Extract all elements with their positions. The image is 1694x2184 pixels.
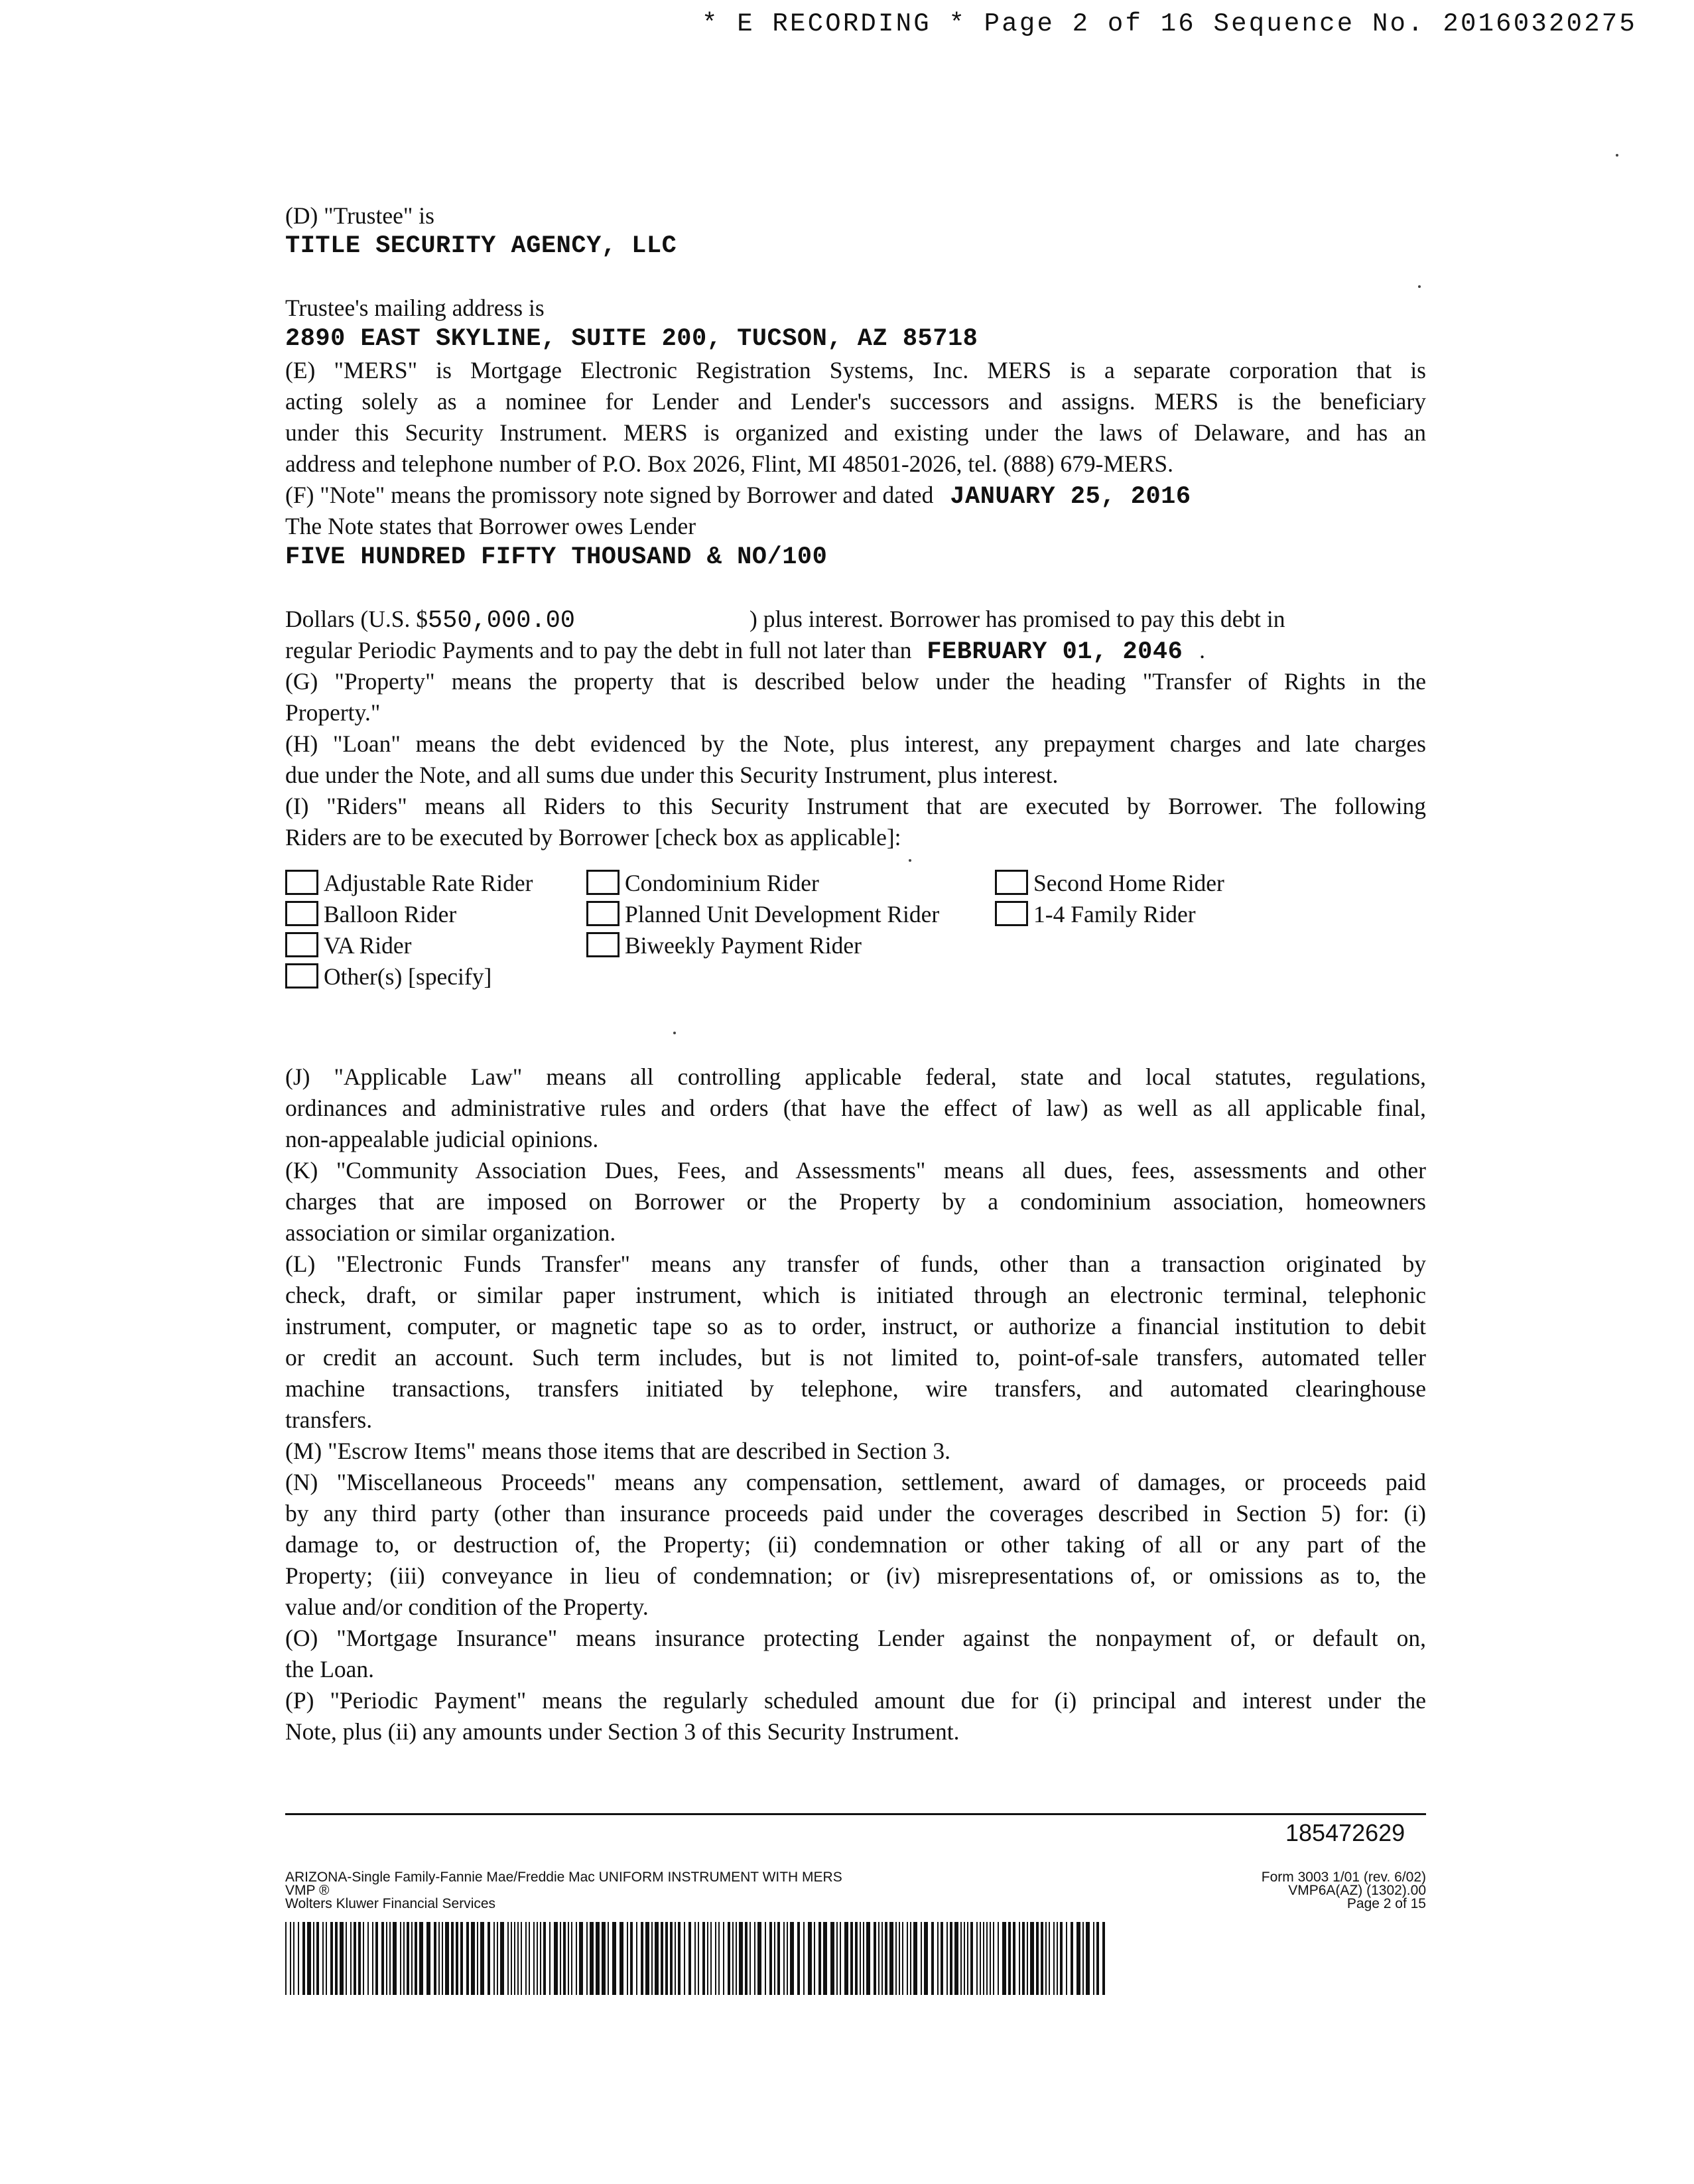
barcode-bar [688,1922,691,1995]
def-eft-6: transfers. [285,1406,373,1433]
checkbox[interactable] [586,870,619,895]
barcode-bar [1102,1922,1105,1995]
scan-speck [1418,285,1421,288]
trustee-mailing-label: Trustee's mailing address is [285,295,545,321]
barcode-bar [765,1922,766,1995]
note-payoff-line [285,635,1205,668]
barcode-bar [878,1922,880,1995]
barcode-bar [480,1922,484,1995]
barcode-bar [442,1922,443,1995]
def-misc-4: Property; (iii) conveyance in lieu of condemnation; or (iv) misrepresentations of, or omissions as to, the [285,1562,1426,1589]
barcode-bar [1066,1922,1067,1995]
barcode-bar [866,1922,870,1995]
checkbox[interactable] [586,932,619,957]
rider-adjustable-rate[interactable] [285,869,533,897]
barcode-bar [426,1922,430,1995]
barcode-bar [885,1922,887,1995]
checkbox[interactable] [285,963,318,989]
barcode-bar [1041,1922,1043,1995]
barcode-bar [946,1922,948,1995]
recording-header: * E RECORDING * Page 2 of 16 Sequence No. 20160320275 [702,9,1638,38]
barcode-bar [976,1922,978,1995]
barcode-bar [619,1922,623,1995]
barcode-bar [1019,1922,1020,1995]
barcode-bar [415,1922,417,1995]
barcode-bar [471,1922,475,1995]
barcode-bar [1030,1922,1034,1995]
barcode-bar [627,1922,628,1995]
barcode-bar [907,1922,908,1995]
barcode-bar [326,1922,327,1995]
barcode-bar [983,1922,984,1995]
def-misc-2: by any third party (other than insurance proceeds paid under the coverages described in Section 5) for: (i) [285,1500,1426,1527]
barcode-bar [1022,1922,1025,1995]
scan-speck [909,859,911,862]
page-number: Page 2 of 15 [1346,1896,1426,1911]
barcode-bar [571,1922,572,1995]
barcode-bar [728,1922,730,1995]
def-riders-1: (I) "Riders" means all Riders to this Security Instrument that are executed by Borrower. The following [285,793,1426,819]
barcode-bar [346,1922,347,1995]
barcode-bar [840,1922,841,1995]
barcode-bar [554,1922,558,1995]
barcode-bar [723,1922,724,1995]
def-eft-3: instrument, computer, or magnetic tape so as to order, instruct, or authorize a financial institution to debit [285,1313,1426,1339]
rider-label: VA Rider [324,932,412,959]
def-misc-5: value and/or condition of the Property. [285,1594,649,1620]
loan-number: 185472629 [1285,1819,1405,1846]
note-date: JANUARY 25, 2016 [950,483,1191,511]
def-eft-4: or credit an account. Such term includes, but is not limited to, point-of-sale transfers, automated teller [285,1344,1426,1371]
barcode-bar [1086,1922,1090,1995]
barcode-bar [950,1922,952,1995]
rider-label: Adjustable Rate Rider [324,870,533,896]
barcode-bar [678,1922,681,1995]
barcode-bar [808,1922,812,1995]
barcode-bar [517,1922,519,1995]
barcode-bar [855,1922,858,1995]
barcode-bar [290,1922,291,1995]
scan-speck [673,1032,676,1034]
note-amount: 550,000.00 [427,607,576,635]
def-property-1: (G) "Property" means the property that is described below under the heading "Transfer of Rights in the [285,668,1426,695]
barcode-bar [608,1922,609,1995]
barcode-bar [477,1922,478,1995]
def-applicable-law-3: non-appealable judicial opinions. [285,1126,599,1152]
note-owes-line: The Note states that Borrower owes Lender [285,513,696,539]
barcode-bar [602,1922,606,1995]
checkbox[interactable] [285,932,318,957]
barcode-bar [754,1922,755,1995]
barcode-bar [466,1922,469,1995]
rider-label: Other(s) [specify] [324,963,492,990]
def-misc-1: (N) "Miscellaneous Proceeds" means any compensation, settlement, award of damages, or proceeds paid [285,1469,1426,1495]
checkbox[interactable] [285,870,318,895]
barcode-bar [874,1922,876,1995]
barcode-bar [1027,1922,1028,1995]
def-loan-2: due under the Note, and all sums due under this Security Instrument, plus interest. [285,762,1059,788]
barcode-bar [732,1922,734,1995]
barcode-bar [665,1922,668,1995]
barcode-bar [1071,1922,1073,1995]
barcode-bar [354,1922,356,1995]
barcode-bar [803,1922,805,1995]
barcode-bar [451,1922,454,1995]
rider-one-four-family[interactable] [995,900,1196,928]
checkbox[interactable] [285,901,318,926]
note-line [285,480,1191,513]
barcode-bar [529,1922,530,1995]
barcode-bar [1082,1922,1084,1995]
barcode-bar [456,1922,458,1995]
barcode-bar [386,1922,387,1995]
def-eft-1: (L) "Electronic Funds Transfer" means any transfer of funds, other than a transaction originated by [285,1251,1426,1277]
barcode-bar [1076,1922,1080,1995]
barcode-bar [790,1922,794,1995]
barcode-bar [777,1922,780,1995]
barcode-bar [322,1922,324,1995]
barcode-bar [586,1922,588,1995]
barcode-bar [913,1922,917,1995]
def-riders-2: Riders are to be executed by Borrower [check box as applicable]: [285,824,901,851]
barcode-bar [836,1922,838,1995]
rider-second-home[interactable] [995,869,1224,897]
barcode-bar [533,1922,535,1995]
trustee-label: (D) "Trustee" is [285,202,434,229]
trustee-address: 2890 EAST SKYLINE, SUITE 200, TUCSON, AZ 85718 [285,325,978,353]
barcode-bar [702,1922,705,1995]
footer-rule [285,1813,1426,1815]
rider-other[interactable] [285,963,491,990]
barcode-bar [493,1922,495,1995]
rider-balloon[interactable] [285,900,456,928]
barcode-bar [285,1922,287,1995]
note-dollars-line [285,604,1426,637]
barcode-bar [335,1922,338,1995]
barcode-bar [497,1922,498,1995]
barcode-bar [381,1922,384,1995]
barcode-bar [655,1922,659,1995]
note-amount-words: FIVE HUNDRED FIFTY THOUSAND & NO/100 [285,543,828,571]
barcode-bar [411,1922,413,1995]
barcode-bar [895,1922,897,1995]
barcode-bar [438,1922,440,1995]
barcode-bar [540,1922,541,1995]
def-applicable-law-1: (J) "Applicable Law" means all controlling applicable federal, state and local statutes, regulations, [285,1063,1426,1090]
barcode-bar [960,1922,962,1995]
barcode-bar [313,1922,314,1995]
rider-label: Biweekly Payment Rider [625,932,862,959]
barcode-bar [389,1922,391,1995]
barcode-bar [998,1922,999,1995]
barcode-bar [980,1922,981,1995]
barcode-bar [1093,1922,1094,1995]
barcode-bar [910,1922,911,1995]
publisher: Wolters Kluwer Financial Services [285,1896,496,1911]
barcode-bar [967,1922,968,1995]
rider-biweekly[interactable] [586,931,862,959]
barcode-bar [863,1922,864,1995]
barcode-bar [460,1922,463,1995]
def-mortgage-ins-1: (O) "Mortgage Insurance" means insurance protecting Lender against the nonpayment of, or default on, [285,1625,1426,1651]
barcode-bar [375,1922,378,1995]
barcode-bar [1045,1922,1047,1995]
def-property-2: Property." [285,699,381,726]
rider-va[interactable] [285,931,411,959]
barcode-bar [445,1922,449,1995]
barcode-bar [511,1922,512,1995]
barcode-bar [684,1922,685,1995]
barcode-bar [749,1922,751,1995]
def-community-1: (K) "Community Association Dues, Fees, and Assessments" means all dues, fees, assessments and other [285,1157,1426,1184]
barcode-bar [500,1922,504,1995]
barcode-bar [964,1922,965,1995]
barcode-bar [1096,1922,1099,1995]
barcode-bar [902,1922,903,1995]
barcode-bar [797,1922,800,1995]
barcode-bar [645,1922,649,1995]
barcode-bar [363,1922,364,1995]
checkbox[interactable] [995,870,1028,895]
def-applicable-law-2: ordinances and administrative rules and orders (that have the effect of law) as well as all applicable final, [285,1095,1426,1121]
barcode-bar [293,1922,294,1995]
rider-label: 1-4 Family Rider [1033,901,1196,927]
barcode-bar [783,1922,785,1995]
barcode-bar [1053,1922,1055,1995]
barcode-bar [419,1922,423,1995]
barcode-bar [302,1922,305,1995]
barcode-bar [954,1922,958,1995]
barcode-bar [986,1922,988,1995]
def-loan-1: (H) "Loan" means the debt evidenced by the Note, plus interest, any prepayment charges and late charges [285,730,1426,757]
barcode-bar [576,1922,577,1995]
barcode-bar [661,1922,663,1995]
barcode-bar [1013,1922,1015,1995]
barcode-bar [400,1922,401,1995]
barcode-bar [316,1922,319,1995]
rider-label: Planned Unit Development Rider [625,901,940,927]
barcode-bar [612,1922,616,1995]
checkbox[interactable] [995,901,1028,926]
barcode-bar [818,1922,821,1995]
note-dollars-prefix: Dollars (U.S. $ [285,606,428,632]
def-misc-3: damage to, or destruction of, the Property; (ii) condemnation or other taking of all or any part of the [285,1531,1426,1558]
barcode-bar [774,1922,775,1995]
barcode-bar [1002,1922,1006,1995]
barcode-bar [844,1922,848,1995]
note-payoff-prefix: regular Periodic Payments and to pay the debt in full not later than [285,637,912,663]
mers-line-1: (E) "MERS" is Mortgage Electronic Registration Systems, Inc. MERS is a separate corporation that is [285,357,1426,383]
mers-line-3: under this Security Instrument. MERS is organized and existing under the laws of Delaware, and has an [285,419,1426,446]
def-community-2: charges that are imposed on Borrower or the Property by a condominium association, homeowners [285,1188,1426,1215]
barcode-bar [670,1922,673,1995]
barcode-bar [1036,1922,1039,1995]
def-escrow: (M) "Escrow Items" means those items that are described in Section 3. [285,1438,950,1464]
barcode-bar [537,1922,538,1995]
barcode-bar [1008,1922,1011,1995]
barcode-bar [860,1922,861,1995]
note-payoff-suffix: . [1199,637,1206,663]
barcode-bar [403,1922,405,1995]
barcode-bar [514,1922,515,1995]
barcode-bar [1049,1922,1050,1995]
barcode-bar [521,1922,522,1995]
barcode [285,1922,1108,1995]
rider-label: Second Home Rider [1033,870,1224,896]
barcode-bar [736,1922,737,1995]
barcode-bar [739,1922,743,1995]
barcode-bar [924,1922,928,1995]
mers-line-4: address and telephone number of P.O. Box 2026, Flint, MI 48501-2026, tel. (888) 679-MERS. [285,450,1174,477]
form-number: Form 3003 1/01 (rev. 6/02) [1261,1870,1426,1885]
def-eft-5: machine transactions, transfers initiated by telephone, wire transfers, and automated clearinghouse [285,1375,1426,1402]
barcode-bar [340,1922,344,1995]
barcode-bar [549,1922,551,1995]
barcode-bar [715,1922,716,1995]
barcode-bar [707,1922,708,1995]
barcode-bar [745,1922,748,1995]
barcode-bar [596,1922,600,1995]
vmp-mark: VMP ® [285,1883,330,1898]
barcode-bar [937,1922,939,1995]
barcode-bar [889,1922,893,1995]
barcode-bar [563,1922,566,1995]
barcode-bar [823,1922,827,1995]
barcode-bar [850,1922,853,1995]
form-code: VMP6A(AZ) (1302).00 [1288,1883,1426,1898]
barcode-bar [830,1922,834,1995]
note-dollars-suffix: ) plus interest. Borrower has promised to pay this debt in [749,606,1285,632]
barcode-bar [769,1922,772,1995]
barcode-bar [990,1922,991,1995]
barcode-bar [718,1922,720,1995]
def-periodic-1: (P) "Periodic Payment" means the regularly scheduled amount due for (i) principal and interest under the [285,1687,1426,1714]
barcode-bar [488,1922,490,1995]
def-periodic-2: Note, plus (ii) any amounts under Section 3 of this Security Instrument. [285,1718,960,1745]
barcode-bar [560,1922,561,1995]
rider-pud[interactable] [586,900,939,928]
note-payoff-date: FEBRUARY 01, 2046 [927,638,1183,666]
barcode-bar [993,1922,994,1995]
barcode-bar [298,1922,299,1995]
mers-line-2: acting solely as a nominee for Lender and Lender's successors and assigns. MERS is the beneficiary [285,388,1426,415]
rider-label: Condominium Rider [625,870,819,896]
def-community-3: association or similar organization. [285,1219,616,1246]
barcode-bar [358,1922,361,1995]
barcode-bar [630,1922,633,1995]
barcode-bar [921,1922,922,1995]
barcode-bar [367,1922,369,1995]
barcode-bar [568,1922,569,1995]
barcode-bar [590,1922,594,1995]
barcode-bar [651,1922,653,1995]
barcode-bar [525,1922,527,1995]
def-mortgage-ins-2: the Loan. [285,1656,375,1682]
rider-condominium[interactable] [586,869,819,897]
barcode-bar [307,1922,311,1995]
barcode-bar [787,1922,788,1995]
barcode-bar [641,1922,643,1995]
barcode-bar [372,1922,373,1995]
barcode-bar [350,1922,352,1995]
barcode-bar [881,1922,883,1995]
barcode-bar [757,1922,761,1995]
barcode-bar [899,1922,900,1995]
barcode-bar [710,1922,712,1995]
barcode-bar [434,1922,436,1995]
barcode-bar [698,1922,699,1995]
barcode-bar [507,1922,509,1995]
barcode-bar [675,1922,676,1995]
note-prefix: (F) "Note" means the promissory note signed by Borrower and dated [285,482,934,508]
def-eft-2: check, draft, or similar paper instrument, which is initiated through an electronic terminal, telephonic [285,1282,1426,1308]
barcode-bar [941,1922,943,1995]
barcode-bar [970,1922,973,1995]
barcode-bar [579,1922,583,1995]
barcode-bar [694,1922,696,1995]
barcode-bar [330,1922,333,1995]
scan-speck [1616,154,1618,157]
rider-label: Balloon Rider [324,901,457,927]
barcode-bar [407,1922,409,1995]
trustee-name: TITLE SECURITY AGENCY, LLC [285,232,677,260]
barcode-bar [393,1922,397,1995]
barcode-bar [636,1922,637,1995]
barcode-bar [814,1922,815,1995]
barcode-bar [1057,1922,1058,1995]
barcode-bar [543,1922,546,1995]
barcode-bar [931,1922,934,1995]
checkbox[interactable] [586,901,619,926]
barcode-bar [1060,1922,1063,1995]
form-title: ARIZONA-Single Family-Fannie Mae/Freddie Mac UNIFORM INSTRUMENT WITH MERS [285,1870,842,1885]
